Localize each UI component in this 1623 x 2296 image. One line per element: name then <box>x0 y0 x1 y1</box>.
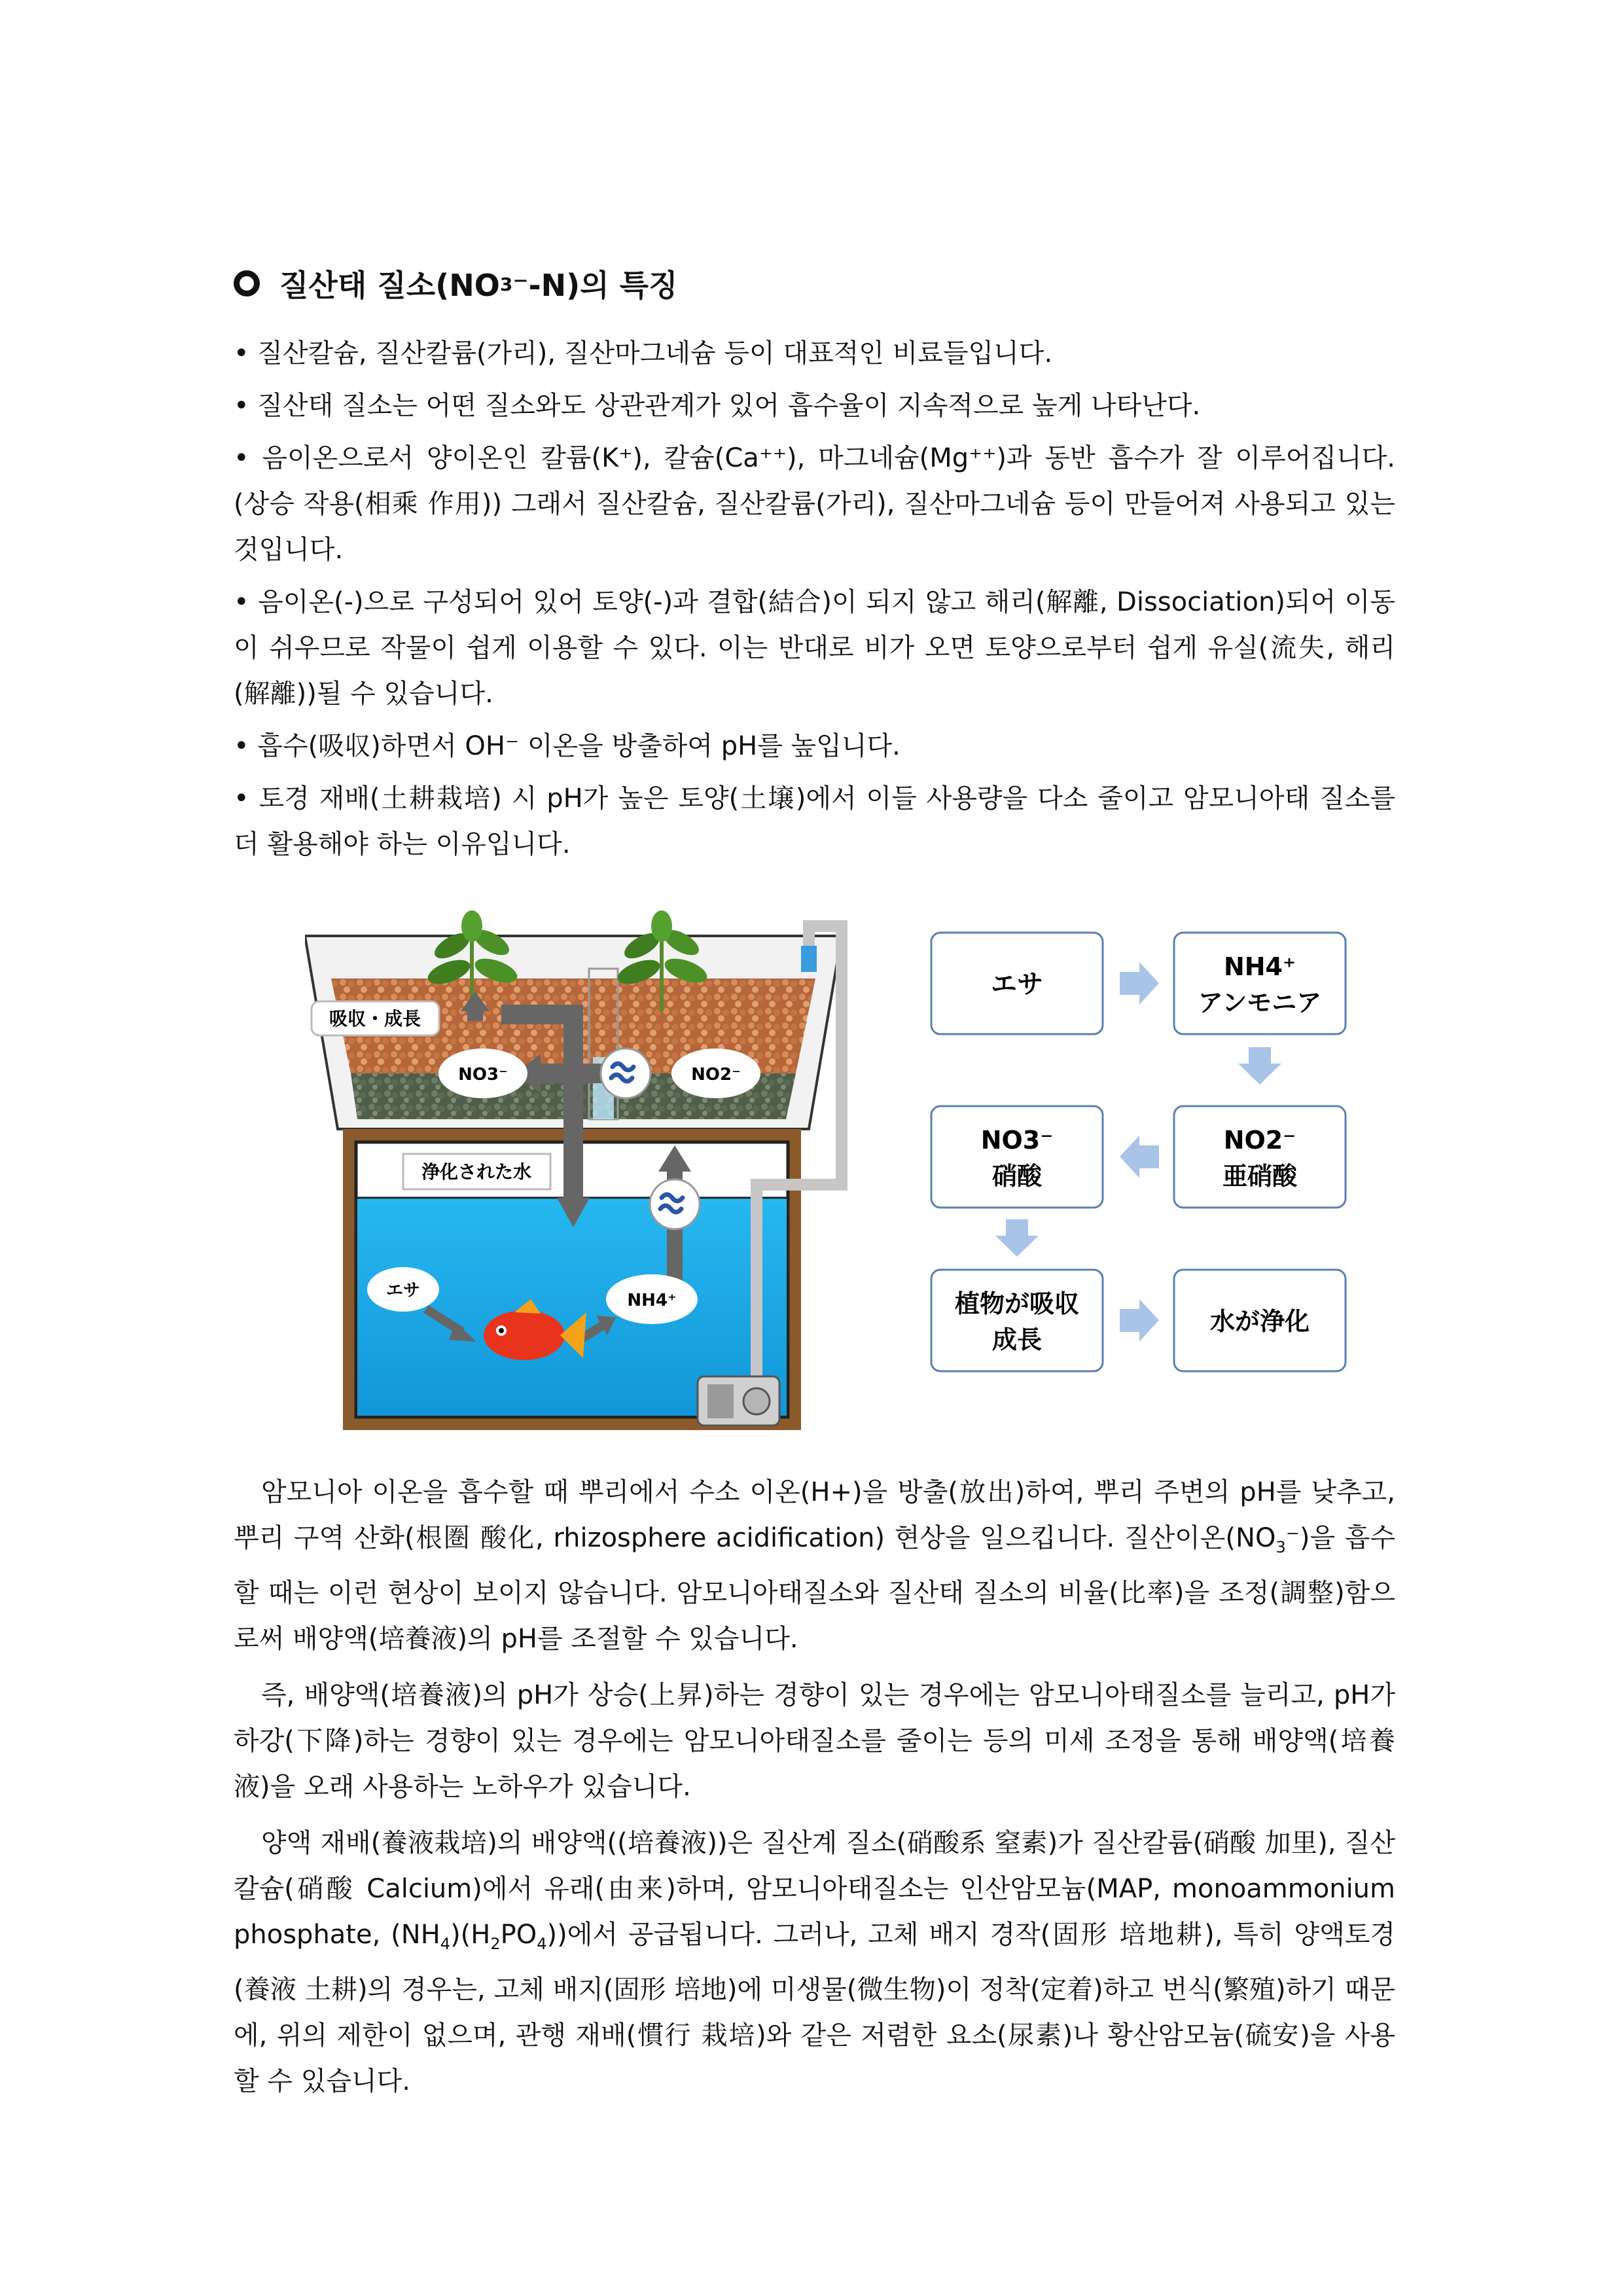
flow-arrow-right <box>1120 1299 1159 1342</box>
flow-box-feed <box>931 933 1103 1034</box>
svg-text:エサ: エサ <box>991 969 1043 999</box>
svg-text:NO2⁻: NO2⁻ <box>1223 1126 1296 1155</box>
section-heading <box>234 262 678 305</box>
svg-text:亜硝酸: 亜硝酸 <box>1222 1162 1298 1191</box>
nh4-label: NH4⁺ <box>627 1291 677 1310</box>
svg-text:植物が吸収: 植物が吸収 <box>954 1289 1080 1318</box>
bullet-item: • 질산칼슘, 질산칼륨(가리), 질산마그네슘 등이 대표적인 비료들입니다. <box>234 338 1053 368</box>
svg-text:成長: 成長 <box>991 1325 1043 1354</box>
flow-arrow-right <box>1120 962 1159 1005</box>
bullet-list <box>234 331 1395 874</box>
flow-box-plant <box>931 1270 1103 1371</box>
paragraph: 즉, 배양액(培養液)의 pH가 상승(上昇)하는 경향이 있는 경우에는 암모니아태질소를 늘리고, pH가 하강(下降)하는 경향이 있는 경우에는 암모니아태질소를 줄이는 등의 미세 조정을 통해 배양액(培養液)을 오래 사용하는 노하우가 있습니다. <box>234 1680 1395 1802</box>
flow-arrow-down <box>1238 1047 1281 1085</box>
body-paragraphs <box>234 1469 1395 2115</box>
flow-box-ammonia <box>1174 933 1346 1034</box>
bullet-item: • 토경 재배(土耕栽培) 시 pH가 높은 토양(土壌)에서 이들 사용량을 다소 줄이고 암모니아태 질소를 더 활용해야 하는 이유입니다. <box>234 783 1395 859</box>
bullet-item: • 음이온(-)으로 구성되어 있어 토양(-)과 결합(結合)이 되지 않고 해리(解離, Dissociation)되어 이동이 쉬우므로 작물이 쉽게 이용할 수 있다. 이는 반대로 비가 오면 토양으로부터 쉽게 유실(流失, 해리(解離))될 수 있습니다. <box>234 587 1395 709</box>
no2-label: NO2⁻ <box>691 1065 741 1085</box>
svg-text:NO3⁻: NO3⁻ <box>980 1126 1054 1155</box>
bacteria-icon <box>601 1049 651 1098</box>
bullet-item: • 흡수(吸収)하면서 OH⁻ 이온을 방출하여 pH를 높입니다. <box>234 731 901 761</box>
svg-text:アンモニア: アンモニア <box>1198 988 1322 1017</box>
flow-arrow-left <box>1120 1136 1159 1178</box>
svg-text:水が浄化: 水が浄化 <box>1209 1307 1310 1336</box>
figure-svg <box>305 906 1365 1440</box>
flow-box-water <box>1174 1270 1346 1371</box>
paragraph: 양액 재배(養液栽培)의 배양액((培養液))은 질산계 질소(硝酸系 窒素)가 질산칼륨(硝酸 加里), 질산칼슘(硝酸 Calcium)에서 유래(由来)하며, 암모니아태질소는 인산암모늄(MAP, monoammonium phosphate, $(NH_4)(H_2PO_4)$)에서 공급됩니다. 그러나, 고체 배지 경작(固形 培地耕), 특히 양액토경(養液 土耕)의 경우는, 고체 배지(固形 培地)에 미생물(微生物)이 정착(定着)하고 번식(繁殖)하기 때문에, 위의 제한이 없으며, 관행 재배(慣行 栽培)와 같은 저렴한 요소(尿素)나 황산암모늄(硫安)을 사용할 수 있습니다. <box>234 1828 1396 2096</box>
heading-text: 질산태 질소$(NO^3^--N)$의 특징 <box>279 268 678 303</box>
flow-box-nitrate <box>931 1106 1103 1208</box>
flow-arrow-down <box>995 1219 1039 1257</box>
circle-bullet-icon <box>234 270 260 296</box>
flow-box-nitrite <box>1174 1106 1346 1208</box>
paragraph: 암모니아 이온을 흡수할 때 뿌리에서 수소 이온(H+)을 방출(放出)하여, 뿌리 주변의 pH를 낮추고, 뿌리 구역 산화(根圏 酸化, rhizosphere acidification) 현상을 일으킵니다. 질산이온$(NO_3^-)$을 흡수할 때는 이런 현상이 보이지 않습니다. 암모니아태질소와 질산태 질소의 비율(比率)을 조정(調整)함으로써 배양액(培養液)의 pH를 조절할 수 있습니다. <box>234 1477 1395 1654</box>
aquaponics-figure <box>305 906 1365 1440</box>
svg-text:硝酸: 硝酸 <box>991 1162 1043 1191</box>
no3-label: NO3⁻ <box>458 1065 508 1085</box>
absorb-label: 吸収・成長 <box>329 1008 421 1030</box>
feed-label: エサ <box>385 1281 421 1300</box>
bullet-item: • 음이온으로서 양이온인 칼륨(K⁺), 칼슘(Ca⁺⁺), 마그네슘(Mg⁺⁺)과 동반 흡수가 잘 이루어집니다. (상승 작용(相乘 作用)) 그래서 질산칼슘, 질산칼륨(가리), 질산마그네슘 등이 만들어져 사용되고 있는 것입니다. <box>234 443 1395 565</box>
svg-text:NH4⁺: NH4⁺ <box>1223 952 1296 981</box>
purified-water-label: 浄化された水 <box>421 1161 532 1183</box>
pump-icon <box>698 1376 779 1426</box>
bullet-item: • 질산태 질소는 어떤 질소와도 상관관계가 있어 흡수율이 지속적으로 높게 나타난다. <box>234 391 1201 421</box>
bacteria-icon <box>650 1179 700 1229</box>
